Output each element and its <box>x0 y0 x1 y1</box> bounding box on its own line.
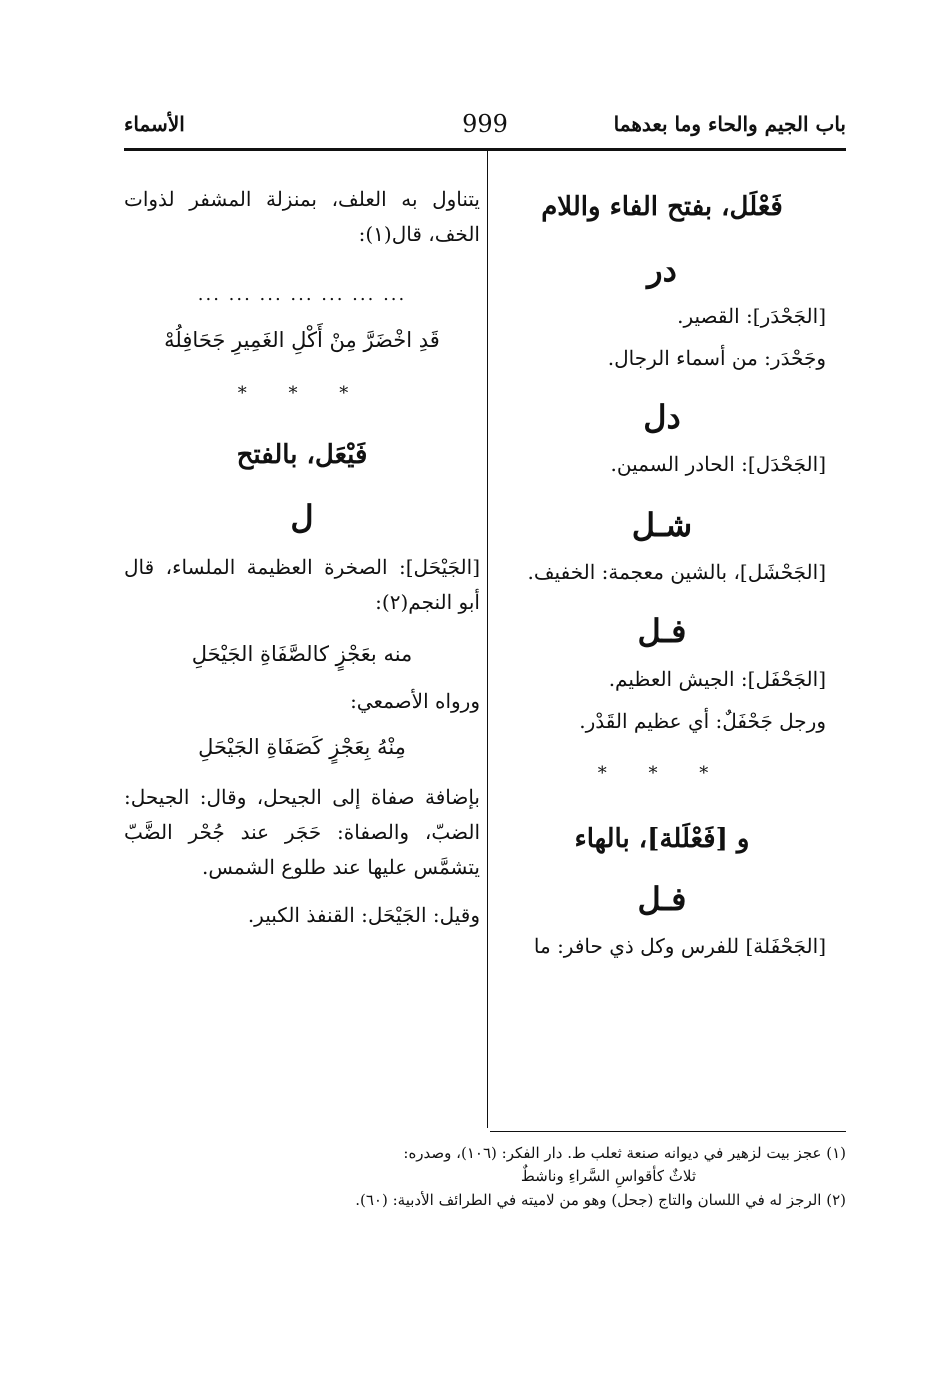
verse: منه بعَجْزٍ كالصَّفَاةِ الجَيْحَلِ <box>191 641 413 666</box>
entry-text: وجَحْدَر: من أسماء الرجال. <box>607 345 826 370</box>
verse: قَدِ اخْضَرَّ مِنْ أَكْلِ الغَمِيرِ جَحَافِلُهْ <box>164 327 440 352</box>
footnote-rule <box>490 1131 846 1132</box>
entry-text: يتناول به العلف، بمنزلة المشفر لذوات الخف، قال(١): <box>124 187 480 246</box>
pattern-heading: فَيْعَل، بالفتح <box>236 440 368 471</box>
pattern-heading: فَعْلَل، بفتح الفاء واللام <box>541 192 783 222</box>
left-column <box>124 170 480 927</box>
chapter-title: باب الجيم والحاء وما بعدهما <box>613 112 846 136</box>
entry-text: ورواه الأصمعي: <box>350 689 480 714</box>
root-heading: فـل <box>637 879 687 918</box>
entry-text: [الجَحْفَلة] للفرس وكل ذي حافر: ما <box>533 933 826 958</box>
footnotes <box>124 1142 846 1212</box>
footnote-1: (١) عجز بيت لزهير في ديوانه صنعة ثعلب ط. دار الفكر: (١٠٦)، وصدره: <box>403 1144 846 1162</box>
footnote-2: (٢) الرجز له في اللسان والتاج (جحل) وهو من لاميته في الطرائف الأدبية: (٦٠). <box>355 1190 846 1209</box>
elided-verse: ... ... ... ... ... ... ... <box>197 284 407 305</box>
footnote-1-verse: ثلاثٌ كأقواسِ السَّراءِ وناشطٌ <box>520 1167 696 1186</box>
right-column <box>498 170 826 958</box>
page-number: 999 <box>462 110 508 138</box>
entry-text: وقيل: الجَيْحَل: القنفذ الكبير. <box>247 903 480 928</box>
section-separator: * * * <box>597 762 727 784</box>
header-rule <box>124 148 846 151</box>
section-separator: * * * <box>237 382 367 404</box>
entry-text: ورجل جَحْفَلٌ: أي عظيم القَدْر. <box>579 708 826 733</box>
entry-text: [الجَحْدَل]: الحادر السمين. <box>610 451 826 476</box>
page-header <box>124 108 846 144</box>
root-heading: ل <box>290 497 314 536</box>
entry-text: [الجَحْفَل]: الجيش العظيم. <box>608 666 826 691</box>
verse: مِنْهُ بِعَجْزٍ كَصَفَاةِ الجَيْحَلِ <box>198 735 406 760</box>
root-heading: شـل <box>631 505 693 544</box>
entry-text: [الجَحْشَل]، بالشين معجمة: الخفيف. <box>527 560 826 585</box>
entry-text: [الجَحْدَر]: القصير. <box>677 303 826 328</box>
column-divider <box>487 150 488 1128</box>
root-heading: در <box>647 251 677 290</box>
entry-text: [الجَيْحَل]: الصخرة العظيمة الملساء، قال أبو النجم(٢): <box>124 554 480 614</box>
pattern-heading: و [فَعْلَلة]، بالهاء <box>574 824 750 855</box>
section-title: الأسماء <box>124 112 185 136</box>
root-heading: فـل <box>637 612 687 651</box>
entry-text: بإضافة صفاة إلى الجيحل، وقال: الجيحل: الضبّ، والصفاة: حَجَر عند جُحْر الضَّبّ يتشمَّس عليها عند طلوع الشمس. <box>124 785 480 880</box>
root-heading: دل <box>643 397 681 436</box>
